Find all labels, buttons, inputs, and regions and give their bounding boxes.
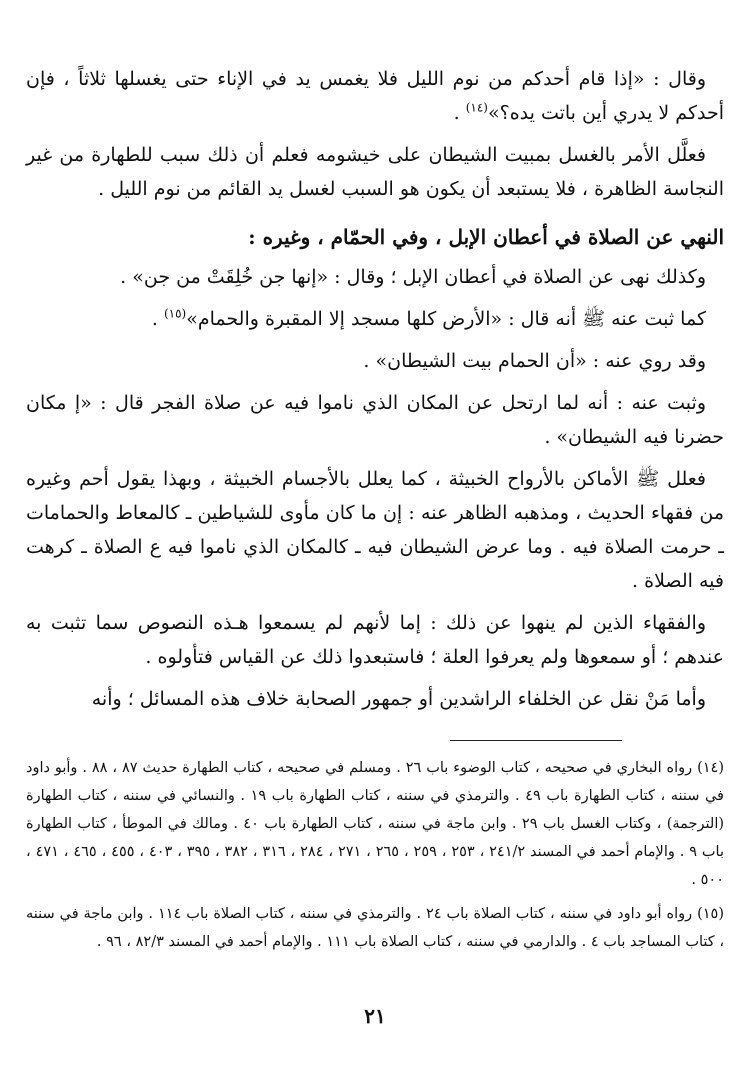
paragraph: كما ثبت عنه ﷺ أنه قال : «الأرض كلها مسجد إلا المقبرة والحمام»$^{(١٥)}$ . bbox=[151, 306, 706, 330]
footnote-ref[interactable]: (١٥) bbox=[163, 306, 187, 321]
paragraph bbox=[26, 386, 724, 454]
paragraph bbox=[26, 462, 724, 598]
paragraph bbox=[26, 260, 724, 294]
section-heading: النهي عن الصلاة في أعطان الإبل ، وفي الحمّام ، وغيره : bbox=[248, 225, 724, 249]
paragraph bbox=[26, 138, 724, 206]
paragraph-text: وثبت عنه : أنه لما ارتحل عن المكان الذي ناموا فيه عن صلاة الفجر قال : «إ مكان حضرنا فيه الشيطان» . bbox=[26, 392, 724, 448]
page-number: ٢١ bbox=[364, 1004, 386, 1028]
footnote-ref[interactable]: (١٤) bbox=[465, 100, 488, 115]
footnote-divider bbox=[450, 740, 622, 741]
paragraph bbox=[26, 606, 724, 674]
paragraph-text: وكذلك نهى عن الصلاة في أعطان الإبل ؛ وقال : «إنها جن خُلِقَتْ من جن» . bbox=[120, 266, 706, 288]
footnote-15: (١٥) رواه أبو داود في سننه ، كتاب الصلاة باب ٢٤ . والترمذي في سننه ، كتاب الصلاة باب ١١٤ . وابن ماجة في سننه ، كتاب المساجد باب ٤ . والدارمي في سننه ، كتاب الصلاة باب ١١١ . والإمام أحمد في المسند ٨٢/٣ ، ٩٦ . bbox=[26, 906, 724, 950]
paragraph-text: فعلل ﷺ الأماكن بالأرواح الخبيثة ، كما يعلل بالأجسام الخبيثة ، وبهذا يقول أحم وغيره من فقهاء الحديث ، ومذهبه الظاهر عنه : إن ما كان مأوى للشياطين ـ كالمعاط والحمامات ـ حرمت الصلاة فيه . وما عرض الشيطان فيه ـ كالمكان الذي ناموا فيه ع الصلاة ـ كرهت فيه الصلاة . bbox=[26, 468, 724, 592]
paragraph-text: وقد روي عنه : «أن الحمام بيت الشيطان» . bbox=[363, 350, 706, 372]
paragraph bbox=[26, 344, 724, 378]
paragraph-text: والفقهاء الذين لم ينهوا عن ذلك : إما لأنهم لم يسمعوا هـذه النصوص سما تثبت به عندهم ؛ أو سمعوها ولم يعرفوا العلة ؛ فاستبعدوا ذلك عن القياس فتأولوه . bbox=[26, 612, 724, 668]
main-text bbox=[26, 62, 724, 724]
paragraph-text: وقال : «إذا قام أحدكم من نوم الليل فلا يغمس يد في الإناء حتى يغسلها ثلاثاً ، فإن أحدكم لا يدري أين باتت يده؟» bbox=[26, 68, 724, 124]
paragraph: وقال : «إذا قام أحدكم من نوم الليل فلا يغمس يد في الإناء حتى يغسلها ثلاثاً ، فإن أحدكم لا يدري أين باتت يده؟»$^{(١٤)}$ . bbox=[26, 68, 724, 124]
footnotes bbox=[26, 754, 724, 962]
paragraph-text: كما ثبت عنه ﷺ أنه قال : «الأرض كلها مسجد إلا المقبرة والحمام» bbox=[186, 308, 706, 330]
paragraph bbox=[26, 682, 724, 716]
paragraph-text: فعلَّل الأمر بالغسل بمبيت الشيطان على خيشومه فعلم أن ذلك سبب للطهارة من غير النجاسة الظاهرة ، فلا يستبعد أن يكون هو السبب لغسل يد القائم من نوم الليل . bbox=[26, 144, 724, 200]
footnote-14: (١٤) رواه البخاري في صحيحه ، كتاب الوضوء باب ٢٦ . ومسلم في صحيحه ، كتاب الطهارة حديث ٨٧ ، ٨٨ . وأبو داود في سننه ، كتاب الطهارة باب ٤٩ . والترمذي في سننه ، كتاب الطهارة باب ١٩ . والنسائي في سننه ، كتاب الطهارة (الترجمة) ، وكتاب الغسل باب ٢٩ . وابن ماجة في سننه ، كتاب الطهارة باب ٤٠ . ومالك في الموطأ ، كتاب الطهارة باب ٩ . والإمام أحمد في المسند ٢٤١/٢ ، ٢٥٣ ، ٢٥٩ ، ٢٦٥ ، ٢٧١ ، ٢٨٤ ، ٣١٦ ، ٣٨٢ ، ٣٩٥ ، ٤٠٣ ، ٤٥٥ ، ٤٦٥ ، ٤٧١ ، ٥٠٠ . bbox=[26, 760, 725, 888]
paragraph-text: وأما مَنْ نقل عن الخلفاء الراشدين أو جمهور الصحابة خلاف هذه المسائل ؛ وأنه bbox=[91, 688, 706, 710]
